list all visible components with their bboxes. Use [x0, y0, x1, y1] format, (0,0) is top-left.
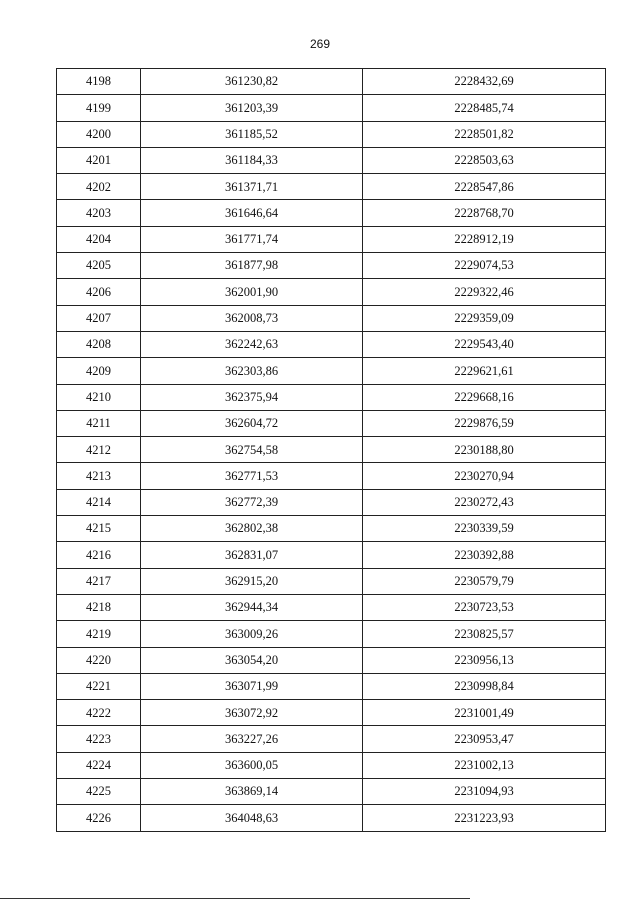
x-coordinate-cell: 363071,99	[141, 673, 363, 699]
point-number-cell: 4219	[57, 621, 141, 647]
point-number-cell: 4226	[57, 805, 141, 831]
table-row	[57, 489, 606, 515]
table-row	[57, 358, 606, 384]
y-coordinate-cell: 2228503,63	[363, 147, 606, 173]
bottom-rule	[0, 898, 470, 899]
table-row	[57, 200, 606, 226]
y-coordinate-cell: 2228485,74	[363, 95, 606, 121]
x-coordinate-cell: 361184,33	[141, 147, 363, 173]
table-row	[57, 410, 606, 436]
point-number-cell: 4215	[57, 516, 141, 542]
y-coordinate-cell: 2230825,57	[363, 621, 606, 647]
table-row	[57, 516, 606, 542]
table-row	[57, 147, 606, 173]
point-number-cell: 4218	[57, 594, 141, 620]
table-row	[57, 726, 606, 752]
point-number-cell: 4206	[57, 279, 141, 305]
y-coordinate-cell: 2228547,86	[363, 174, 606, 200]
y-coordinate-cell: 2229621,61	[363, 358, 606, 384]
y-coordinate-cell: 2230956,13	[363, 647, 606, 673]
table-row	[57, 174, 606, 200]
table-row	[57, 752, 606, 778]
x-coordinate-cell: 361646,64	[141, 200, 363, 226]
x-coordinate-cell: 363072,92	[141, 700, 363, 726]
point-number-cell: 4216	[57, 542, 141, 568]
table-row	[57, 568, 606, 594]
point-number-cell: 4217	[57, 568, 141, 594]
x-coordinate-cell: 362802,38	[141, 516, 363, 542]
x-coordinate-cell: 362771,53	[141, 463, 363, 489]
x-coordinate-cell: 361371,71	[141, 174, 363, 200]
table-row	[57, 279, 606, 305]
y-coordinate-cell: 2229359,09	[363, 305, 606, 331]
table-row	[57, 331, 606, 357]
page-number: 269	[309, 37, 331, 51]
x-coordinate-cell: 362754,58	[141, 437, 363, 463]
y-coordinate-cell: 2228432,69	[363, 69, 606, 95]
x-coordinate-cell: 361185,52	[141, 121, 363, 147]
point-number-cell: 4209	[57, 358, 141, 384]
y-coordinate-cell: 2231002,13	[363, 752, 606, 778]
coordinates-table	[56, 68, 606, 832]
table-row	[57, 700, 606, 726]
x-coordinate-cell: 361203,39	[141, 95, 363, 121]
point-number-cell: 4223	[57, 726, 141, 752]
table-row	[57, 121, 606, 147]
table-row	[57, 384, 606, 410]
point-number-cell: 4224	[57, 752, 141, 778]
table-row	[57, 594, 606, 620]
point-number-cell: 4211	[57, 410, 141, 436]
point-number-cell: 4213	[57, 463, 141, 489]
y-coordinate-cell: 2228912,19	[363, 226, 606, 252]
y-coordinate-cell: 2230339,59	[363, 516, 606, 542]
table-row	[57, 226, 606, 252]
y-coordinate-cell: 2230272,43	[363, 489, 606, 515]
point-number-cell: 4220	[57, 647, 141, 673]
point-number-cell: 4210	[57, 384, 141, 410]
y-coordinate-cell: 2230270,94	[363, 463, 606, 489]
y-coordinate-cell: 2230998,84	[363, 673, 606, 699]
point-number-cell: 4203	[57, 200, 141, 226]
point-number-cell: 4222	[57, 700, 141, 726]
x-coordinate-cell: 364048,63	[141, 805, 363, 831]
point-number-cell: 4221	[57, 673, 141, 699]
table-row	[57, 253, 606, 279]
x-coordinate-cell: 362772,39	[141, 489, 363, 515]
y-coordinate-cell: 2230953,47	[363, 726, 606, 752]
x-coordinate-cell: 361771,74	[141, 226, 363, 252]
y-coordinate-cell: 2229876,59	[363, 410, 606, 436]
point-number-cell: 4225	[57, 779, 141, 805]
x-coordinate-cell: 363600,05	[141, 752, 363, 778]
point-number-cell: 4201	[57, 147, 141, 173]
point-number-cell: 4199	[57, 95, 141, 121]
y-coordinate-cell: 2229668,16	[363, 384, 606, 410]
table-row	[57, 779, 606, 805]
point-number-cell: 4204	[57, 226, 141, 252]
coordinates-table-wrapper	[56, 68, 605, 832]
table-row	[57, 305, 606, 331]
y-coordinate-cell: 2231223,93	[363, 805, 606, 831]
x-coordinate-cell: 361877,98	[141, 253, 363, 279]
point-number-cell: 4205	[57, 253, 141, 279]
x-coordinate-cell: 362915,20	[141, 568, 363, 594]
y-coordinate-cell: 2230579,79	[363, 568, 606, 594]
table-body	[57, 69, 606, 832]
point-number-cell: 4202	[57, 174, 141, 200]
x-coordinate-cell: 363869,14	[141, 779, 363, 805]
x-coordinate-cell: 362303,86	[141, 358, 363, 384]
y-coordinate-cell: 2230392,88	[363, 542, 606, 568]
x-coordinate-cell: 362008,73	[141, 305, 363, 331]
y-coordinate-cell: 2229074,53	[363, 253, 606, 279]
x-coordinate-cell: 362604,72	[141, 410, 363, 436]
x-coordinate-cell: 363009,26	[141, 621, 363, 647]
point-number-cell: 4200	[57, 121, 141, 147]
x-coordinate-cell: 363227,26	[141, 726, 363, 752]
y-coordinate-cell: 2231001,49	[363, 700, 606, 726]
y-coordinate-cell: 2229322,46	[363, 279, 606, 305]
table-row	[57, 69, 606, 95]
y-coordinate-cell: 2228501,82	[363, 121, 606, 147]
table-row	[57, 95, 606, 121]
y-coordinate-cell: 2230723,53	[363, 594, 606, 620]
point-number-cell: 4214	[57, 489, 141, 515]
x-coordinate-cell: 363054,20	[141, 647, 363, 673]
table-row	[57, 621, 606, 647]
x-coordinate-cell: 362242,63	[141, 331, 363, 357]
x-coordinate-cell: 362375,94	[141, 384, 363, 410]
y-coordinate-cell: 2231094,93	[363, 779, 606, 805]
point-number-cell: 4208	[57, 331, 141, 357]
x-coordinate-cell: 361230,82	[141, 69, 363, 95]
table-row	[57, 542, 606, 568]
table-row	[57, 673, 606, 699]
x-coordinate-cell: 362944,34	[141, 594, 363, 620]
point-number-cell: 4207	[57, 305, 141, 331]
table-row	[57, 647, 606, 673]
table-row	[57, 437, 606, 463]
x-coordinate-cell: 362831,07	[141, 542, 363, 568]
x-coordinate-cell: 362001,90	[141, 279, 363, 305]
table-row	[57, 805, 606, 831]
y-coordinate-cell: 2228768,70	[363, 200, 606, 226]
table-row	[57, 463, 606, 489]
y-coordinate-cell: 2230188,80	[363, 437, 606, 463]
y-coordinate-cell: 2229543,40	[363, 331, 606, 357]
point-number-cell: 4212	[57, 437, 141, 463]
point-number-cell: 4198	[57, 69, 141, 95]
